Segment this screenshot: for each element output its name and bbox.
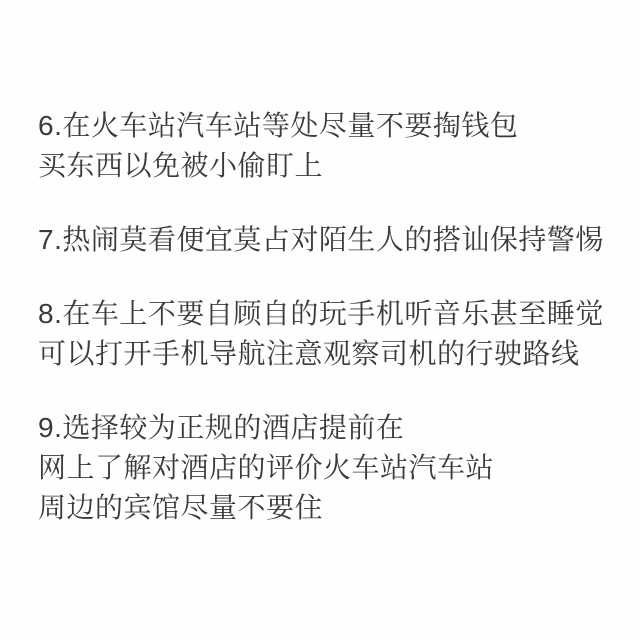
tip-item-9 <box>38 408 620 528</box>
tip-6-line-2: 买东西以免被小偷盯上 <box>38 150 324 181</box>
tip-8-line-2: 可以打开手机导航注意观察司机的行驶路线 <box>38 338 580 369</box>
tip-9-line-3: 周边的宾馆尽量不要住 <box>38 492 324 523</box>
tip-7-line-1: 7.热闹莫看便宜莫占对陌生人的搭讪保持警惕 <box>38 224 604 255</box>
tip-item-6 <box>38 106 620 186</box>
tip-item-8 <box>38 294 620 374</box>
tip-6-line-1: 6.在火车站汽车站等处尽量不要掏钱包 <box>38 110 519 141</box>
tip-9-line-2: 网上了解对酒店的评价火车站汽车站 <box>38 452 495 483</box>
tip-9-line-1: 9.选择较为正规的酒店提前在 <box>38 412 405 443</box>
tip-item-7 <box>38 220 620 260</box>
tip-8-line-1: 8.在车上不要自顾自的玩手机听音乐甚至睡觉 <box>38 298 604 329</box>
